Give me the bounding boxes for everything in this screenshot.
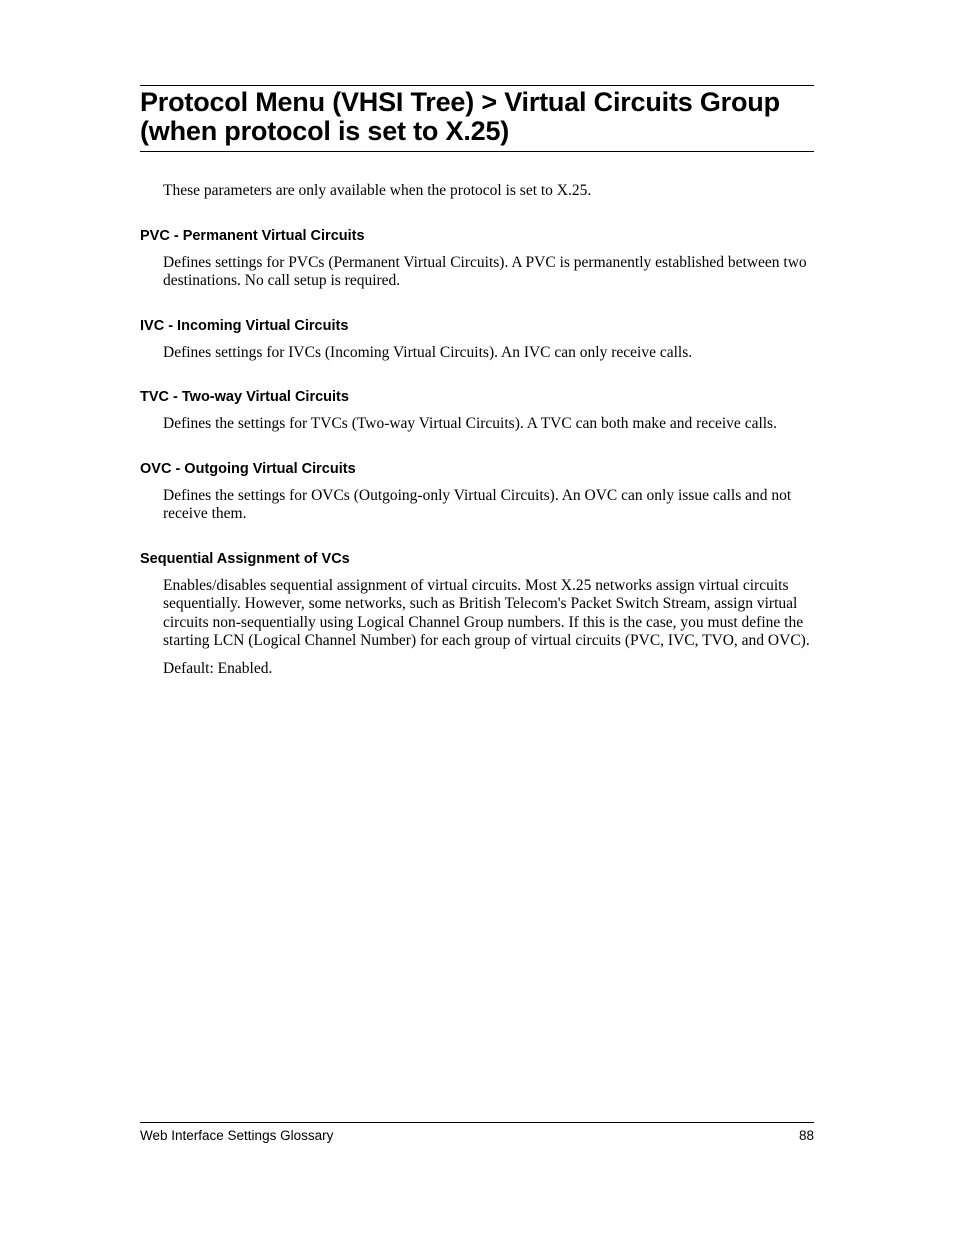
footer-document-title: Web Interface Settings Glossary	[140, 1128, 334, 1143]
section-paragraph-ivc: Defines settings for IVCs (Incoming Virtual Circuits). An IVC can only receive calls.	[163, 343, 693, 361]
section-tvc	[140, 389, 814, 434]
section-pvc	[140, 228, 814, 291]
section-heading-tvc: TVC - Two-way Virtual Circuits	[140, 389, 349, 405]
page-title: Protocol Menu (VHSI Tree) > Virtual Circuits Group (when protocol is set to X.25)	[140, 87, 780, 146]
title-bottom-rule	[140, 151, 814, 152]
section-paragraph-pvc: Defines settings for PVCs (Permanent Virtual Circuits). A PVC is permanently established between two destinations. No call setup is required.	[163, 253, 807, 289]
intro-paragraph: These parameters are only available when the protocol is set to X.25.	[163, 182, 592, 199]
section-paragraph-tvc: Defines the settings for TVCs (Two-way Virtual Circuits). A TVC can both make and receive calls.	[163, 415, 777, 432]
footer-rule	[140, 1122, 814, 1123]
footer-page-number: 88	[798, 1128, 814, 1143]
section-heading-sequential-assignment: Sequential Assignment of VCs	[140, 550, 350, 567]
title-top-rule	[140, 85, 814, 86]
section-ivc	[140, 318, 814, 363]
page-content	[140, 182, 814, 678]
section-ovc	[140, 461, 814, 524]
section-sequential-assignment	[140, 551, 814, 679]
section-heading-ovc: OVC - Outgoing Virtual Circuits	[140, 460, 356, 477]
section-heading-ivc: IVC - Incoming Virtual Circuits	[140, 317, 349, 334]
section-paragraph-ovc: Defines the settings for OVCs (Outgoing-only Virtual Circuits). An OVC can only issue calls and not receive them.	[163, 486, 792, 522]
section-heading-pvc: PVC - Permanent Virtual Circuits	[140, 227, 365, 244]
section-paragraph-sequential-assignment: Enables/disables sequential assignment of virtual circuits. Most X.25 networks assign virtual circuits sequentially. However, some networks, such as British Telecom's Packet Switch Stream, assign virtual circuits non-sequentially using Logical Channel Group numbers. If this is the case, you must define the starting LCN (Logical Channel Number) for each group of virtual circuits (PVC, IVC, TVO, and OVC).	[163, 576, 810, 649]
default-value-text: Default: Enabled.	[163, 659, 273, 677]
